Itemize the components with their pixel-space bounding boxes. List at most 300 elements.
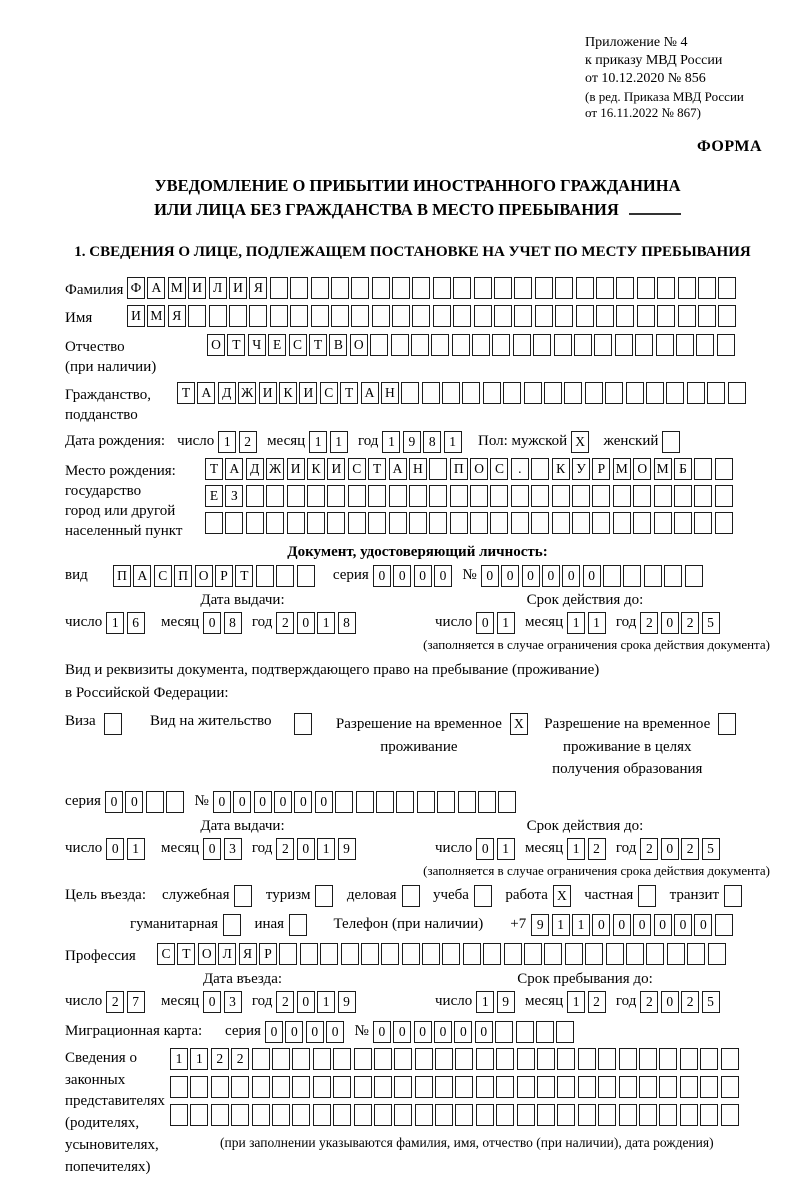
char-cell[interactable]: 0 — [674, 914, 692, 936]
char-cell[interactable]: 1 — [567, 612, 585, 634]
char-cell[interactable] — [535, 305, 553, 327]
char-cell[interactable] — [598, 1104, 616, 1126]
char-cell[interactable]: 2 — [588, 838, 606, 860]
char-cell[interactable]: 2 — [588, 991, 606, 1013]
char-cell[interactable] — [639, 1048, 657, 1070]
char-cell[interactable] — [533, 334, 551, 356]
char-cell[interactable] — [394, 1104, 412, 1126]
char-cell[interactable] — [351, 277, 369, 299]
char-cell[interactable] — [646, 382, 664, 404]
char-cell[interactable] — [656, 334, 674, 356]
char-cell[interactable] — [249, 305, 267, 327]
char-cell[interactable]: Л — [209, 277, 227, 299]
char-cell[interactable] — [537, 1076, 555, 1098]
char-cell[interactable] — [292, 1048, 310, 1070]
char-cell[interactable]: X — [553, 885, 571, 907]
char-cell[interactable]: 9 — [338, 991, 356, 1013]
char-cell[interactable] — [721, 1048, 739, 1070]
char-cell[interactable] — [576, 305, 594, 327]
char-cell[interactable]: X — [510, 713, 528, 735]
char-cell[interactable] — [715, 512, 733, 534]
char-cell[interactable] — [252, 1076, 270, 1098]
char-cell[interactable]: 0 — [481, 565, 499, 587]
char-cell[interactable] — [635, 334, 653, 356]
char-cell[interactable]: 0 — [213, 791, 231, 813]
char-cell[interactable]: 0 — [297, 991, 315, 1013]
char-cell[interactable] — [476, 1076, 494, 1098]
char-cell[interactable] — [708, 943, 726, 965]
char-cell[interactable] — [453, 277, 471, 299]
char-cell[interactable]: О — [470, 458, 488, 480]
char-cell[interactable]: А — [197, 382, 215, 404]
char-cell[interactable] — [555, 277, 573, 299]
char-cell[interactable]: 3 — [224, 991, 242, 1013]
char-cell[interactable]: У — [572, 458, 590, 480]
char-cell[interactable] — [615, 334, 633, 356]
char-cell[interactable] — [557, 1048, 575, 1070]
char-cell[interactable] — [292, 1076, 310, 1098]
char-cell[interactable] — [592, 485, 610, 507]
char-cell[interactable] — [256, 565, 274, 587]
char-cell[interactable] — [490, 512, 508, 534]
char-cell[interactable] — [585, 943, 603, 965]
char-cell[interactable]: А — [225, 458, 243, 480]
char-cell[interactable] — [616, 277, 634, 299]
char-cell[interactable] — [331, 305, 349, 327]
char-cell[interactable] — [674, 512, 692, 534]
char-cell[interactable]: М — [147, 305, 165, 327]
char-cell[interactable]: Е — [268, 334, 286, 356]
char-cell[interactable] — [458, 791, 476, 813]
char-cell[interactable]: 1 — [382, 431, 400, 453]
char-cell[interactable] — [327, 485, 345, 507]
char-cell[interactable] — [370, 334, 388, 356]
char-cell[interactable]: 2 — [640, 838, 658, 860]
char-cell[interactable] — [313, 1104, 331, 1126]
char-cell[interactable]: Ч — [248, 334, 266, 356]
char-cell[interactable] — [495, 1021, 513, 1043]
char-cell[interactable] — [603, 565, 621, 587]
char-cell[interactable] — [415, 1048, 433, 1070]
char-cell[interactable]: И — [259, 382, 277, 404]
char-cell[interactable] — [626, 943, 644, 965]
char-cell[interactable] — [455, 1076, 473, 1098]
char-cell[interactable] — [205, 512, 223, 534]
char-cell[interactable]: 0 — [294, 791, 312, 813]
char-cell[interactable] — [537, 1104, 555, 1126]
char-cell[interactable]: 0 — [661, 838, 679, 860]
char-cell[interactable] — [146, 791, 164, 813]
char-cell[interactable] — [639, 1076, 657, 1098]
char-cell[interactable] — [511, 485, 529, 507]
char-cell[interactable] — [572, 485, 590, 507]
char-cell[interactable] — [619, 1076, 637, 1098]
char-cell[interactable]: 1 — [127, 838, 145, 860]
char-cell[interactable] — [536, 1021, 554, 1043]
char-cell[interactable] — [372, 277, 390, 299]
char-cell[interactable]: 1 — [170, 1048, 188, 1070]
char-cell[interactable] — [279, 943, 297, 965]
char-cell[interactable]: 0 — [297, 612, 315, 634]
char-cell[interactable] — [544, 382, 562, 404]
char-cell[interactable] — [392, 305, 410, 327]
char-cell[interactable]: Т — [368, 458, 386, 480]
char-cell[interactable]: Я — [168, 305, 186, 327]
char-cell[interactable] — [638, 885, 656, 907]
char-cell[interactable]: Т — [177, 943, 195, 965]
char-cell[interactable] — [514, 277, 532, 299]
char-cell[interactable] — [472, 334, 490, 356]
char-cell[interactable] — [381, 943, 399, 965]
char-cell[interactable] — [666, 382, 684, 404]
char-cell[interactable] — [517, 1076, 535, 1098]
char-cell[interactable] — [374, 1048, 392, 1070]
char-cell[interactable] — [490, 485, 508, 507]
char-cell[interactable]: 0 — [694, 914, 712, 936]
char-cell[interactable] — [544, 943, 562, 965]
char-cell[interactable] — [476, 1048, 494, 1070]
char-cell[interactable] — [531, 485, 549, 507]
char-cell[interactable]: Д — [218, 382, 236, 404]
char-cell[interactable] — [452, 334, 470, 356]
char-cell[interactable] — [728, 382, 746, 404]
char-cell[interactable]: И — [327, 458, 345, 480]
char-cell[interactable] — [415, 1076, 433, 1098]
char-cell[interactable]: М — [654, 458, 672, 480]
char-cell[interactable] — [354, 1048, 372, 1070]
char-cell[interactable] — [294, 713, 312, 735]
char-cell[interactable]: П — [174, 565, 192, 587]
char-cell[interactable] — [368, 485, 386, 507]
char-cell[interactable]: И — [188, 277, 206, 299]
char-cell[interactable] — [619, 1048, 637, 1070]
char-cell[interactable] — [429, 485, 447, 507]
char-cell[interactable] — [662, 431, 680, 453]
char-cell[interactable]: 0 — [373, 1021, 391, 1043]
char-cell[interactable] — [496, 1048, 514, 1070]
char-cell[interactable] — [476, 1104, 494, 1126]
char-cell[interactable] — [613, 512, 631, 534]
char-cell[interactable] — [715, 914, 733, 936]
char-cell[interactable] — [616, 305, 634, 327]
char-cell[interactable] — [435, 1104, 453, 1126]
char-cell[interactable]: 9 — [531, 914, 549, 936]
char-cell[interactable] — [450, 485, 468, 507]
char-cell[interactable] — [433, 305, 451, 327]
char-cell[interactable] — [351, 305, 369, 327]
char-cell[interactable]: 9 — [497, 991, 515, 1013]
char-cell[interactable] — [429, 458, 447, 480]
char-cell[interactable] — [272, 1104, 290, 1126]
char-cell[interactable] — [246, 485, 264, 507]
char-cell[interactable] — [535, 277, 553, 299]
char-cell[interactable]: Б — [674, 458, 692, 480]
char-cell[interactable]: З — [225, 485, 243, 507]
char-cell[interactable]: О — [633, 458, 651, 480]
char-cell[interactable]: 2 — [106, 991, 124, 1013]
char-cell[interactable] — [270, 305, 288, 327]
char-cell[interactable]: Ф — [127, 277, 145, 299]
char-cell[interactable] — [223, 914, 241, 936]
char-cell[interactable]: 1 — [317, 838, 335, 860]
char-cell[interactable] — [392, 277, 410, 299]
char-cell[interactable]: И — [299, 382, 317, 404]
char-cell[interactable] — [170, 1104, 188, 1126]
char-cell[interactable] — [394, 1048, 412, 1070]
char-cell[interactable] — [578, 1104, 596, 1126]
char-cell[interactable] — [698, 277, 716, 299]
char-cell[interactable] — [396, 791, 414, 813]
char-cell[interactable] — [613, 485, 631, 507]
char-cell[interactable] — [516, 1021, 534, 1043]
char-cell[interactable]: С — [320, 382, 338, 404]
char-cell[interactable] — [585, 382, 603, 404]
char-cell[interactable]: 0 — [306, 1021, 324, 1043]
char-cell[interactable]: 1 — [106, 612, 124, 634]
char-cell[interactable]: И — [287, 458, 305, 480]
char-cell[interactable]: 0 — [233, 791, 251, 813]
char-cell[interactable] — [313, 1076, 331, 1098]
char-cell[interactable] — [474, 305, 492, 327]
char-cell[interactable]: 0 — [274, 791, 292, 813]
char-cell[interactable] — [687, 382, 705, 404]
char-cell[interactable]: Т — [309, 334, 327, 356]
char-cell[interactable]: 8 — [338, 612, 356, 634]
char-cell[interactable] — [565, 943, 583, 965]
char-cell[interactable] — [474, 277, 492, 299]
char-cell[interactable]: 0 — [203, 838, 221, 860]
char-cell[interactable]: И — [127, 305, 145, 327]
char-cell[interactable] — [412, 277, 430, 299]
char-cell[interactable]: 0 — [373, 565, 391, 587]
char-cell[interactable] — [659, 1104, 677, 1126]
char-cell[interactable] — [503, 382, 521, 404]
char-cell[interactable] — [435, 1048, 453, 1070]
char-cell[interactable]: 2 — [640, 612, 658, 634]
char-cell[interactable] — [707, 382, 725, 404]
char-cell[interactable]: 0 — [265, 1021, 283, 1043]
char-cell[interactable]: . — [511, 458, 529, 480]
char-cell[interactable] — [494, 277, 512, 299]
char-cell[interactable] — [433, 277, 451, 299]
char-cell[interactable] — [290, 277, 308, 299]
char-cell[interactable]: 0 — [106, 838, 124, 860]
char-cell[interactable] — [721, 1076, 739, 1098]
char-cell[interactable]: 2 — [276, 991, 294, 1013]
char-cell[interactable] — [576, 277, 594, 299]
char-cell[interactable] — [104, 713, 122, 735]
char-cell[interactable] — [552, 485, 570, 507]
char-cell[interactable]: 2 — [640, 991, 658, 1013]
char-cell[interactable]: 0 — [393, 1021, 411, 1043]
char-cell[interactable]: 0 — [203, 612, 221, 634]
char-cell[interactable] — [496, 1076, 514, 1098]
char-cell[interactable] — [391, 334, 409, 356]
char-cell[interactable]: Я — [249, 277, 267, 299]
char-cell[interactable]: 2 — [276, 612, 294, 634]
char-cell[interactable] — [511, 512, 529, 534]
char-cell[interactable] — [401, 382, 419, 404]
char-cell[interactable] — [498, 791, 516, 813]
char-cell[interactable]: О — [350, 334, 368, 356]
char-cell[interactable] — [442, 382, 460, 404]
char-cell[interactable] — [422, 382, 440, 404]
char-cell[interactable] — [209, 305, 227, 327]
char-cell[interactable]: 2 — [239, 431, 257, 453]
char-cell[interactable] — [492, 334, 510, 356]
char-cell[interactable] — [572, 512, 590, 534]
char-cell[interactable]: И — [229, 277, 247, 299]
char-cell[interactable] — [409, 485, 427, 507]
char-cell[interactable]: Т — [227, 334, 245, 356]
char-cell[interactable] — [676, 334, 694, 356]
char-cell[interactable] — [455, 1104, 473, 1126]
char-cell[interactable] — [320, 943, 338, 965]
char-cell[interactable] — [483, 382, 501, 404]
char-cell[interactable] — [578, 1048, 596, 1070]
char-cell[interactable]: 0 — [583, 565, 601, 587]
char-cell[interactable] — [348, 512, 366, 534]
char-cell[interactable] — [637, 277, 655, 299]
char-cell[interactable] — [644, 565, 662, 587]
char-cell[interactable]: 0 — [542, 565, 560, 587]
char-cell[interactable]: 0 — [414, 1021, 432, 1043]
char-cell[interactable]: 5 — [702, 612, 720, 634]
char-cell[interactable] — [718, 277, 736, 299]
char-cell[interactable]: О — [195, 565, 213, 587]
char-cell[interactable]: К — [279, 382, 297, 404]
char-cell[interactable] — [276, 565, 294, 587]
char-cell[interactable] — [680, 1048, 698, 1070]
char-cell[interactable] — [307, 485, 325, 507]
char-cell[interactable] — [633, 512, 651, 534]
char-cell[interactable]: 0 — [661, 991, 679, 1013]
char-cell[interactable]: М — [613, 458, 631, 480]
char-cell[interactable]: 0 — [393, 565, 411, 587]
char-cell[interactable] — [623, 565, 641, 587]
char-cell[interactable] — [429, 512, 447, 534]
char-cell[interactable] — [678, 305, 696, 327]
char-cell[interactable] — [514, 305, 532, 327]
char-cell[interactable]: X — [571, 431, 589, 453]
char-cell[interactable] — [270, 277, 288, 299]
char-cell[interactable] — [272, 1076, 290, 1098]
char-cell[interactable]: К — [552, 458, 570, 480]
char-cell[interactable] — [696, 334, 714, 356]
char-cell[interactable]: 9 — [338, 838, 356, 860]
char-cell[interactable]: Л — [218, 943, 236, 965]
char-cell[interactable] — [287, 485, 305, 507]
char-cell[interactable] — [564, 382, 582, 404]
char-cell[interactable] — [266, 485, 284, 507]
char-cell[interactable] — [504, 943, 522, 965]
char-cell[interactable]: В — [329, 334, 347, 356]
char-cell[interactable] — [368, 512, 386, 534]
char-cell[interactable]: 0 — [414, 565, 432, 587]
char-cell[interactable]: С — [157, 943, 175, 965]
char-cell[interactable]: 0 — [613, 914, 631, 936]
char-cell[interactable]: 1 — [497, 838, 515, 860]
char-cell[interactable]: 9 — [403, 431, 421, 453]
char-cell[interactable] — [517, 1104, 535, 1126]
char-cell[interactable] — [372, 305, 390, 327]
char-cell[interactable] — [531, 512, 549, 534]
char-cell[interactable] — [453, 305, 471, 327]
char-cell[interactable]: С — [154, 565, 172, 587]
char-cell[interactable]: 1 — [218, 431, 236, 453]
char-cell[interactable]: 2 — [231, 1048, 249, 1070]
char-cell[interactable] — [667, 943, 685, 965]
char-cell[interactable]: 2 — [681, 991, 699, 1013]
char-cell[interactable] — [598, 1048, 616, 1070]
char-cell[interactable] — [657, 277, 675, 299]
char-cell[interactable] — [715, 485, 733, 507]
char-cell[interactable]: О — [207, 334, 225, 356]
char-cell[interactable] — [394, 1076, 412, 1098]
char-cell[interactable] — [494, 305, 512, 327]
char-cell[interactable]: 1 — [476, 991, 494, 1013]
char-cell[interactable] — [700, 1048, 718, 1070]
char-cell[interactable] — [654, 512, 672, 534]
char-cell[interactable] — [333, 1048, 351, 1070]
char-cell[interactable]: 7 — [127, 991, 145, 1013]
char-cell[interactable] — [272, 1048, 290, 1070]
char-cell[interactable]: 0 — [654, 914, 672, 936]
char-cell[interactable] — [289, 914, 307, 936]
char-cell[interactable] — [190, 1076, 208, 1098]
char-cell[interactable] — [657, 305, 675, 327]
char-cell[interactable]: Р — [259, 943, 277, 965]
char-cell[interactable] — [374, 1104, 392, 1126]
char-cell[interactable] — [680, 1076, 698, 1098]
char-cell[interactable]: 1 — [317, 612, 335, 634]
char-cell[interactable] — [311, 305, 329, 327]
char-cell[interactable] — [557, 1104, 575, 1126]
char-cell[interactable]: А — [133, 565, 151, 587]
char-cell[interactable] — [435, 1076, 453, 1098]
char-cell[interactable] — [409, 512, 427, 534]
char-cell[interactable] — [594, 334, 612, 356]
char-cell[interactable]: 6 — [127, 612, 145, 634]
char-cell[interactable]: 1 — [567, 991, 585, 1013]
char-cell[interactable] — [417, 791, 435, 813]
char-cell[interactable] — [557, 1076, 575, 1098]
char-cell[interactable] — [292, 1104, 310, 1126]
char-cell[interactable] — [555, 305, 573, 327]
char-cell[interactable] — [659, 1048, 677, 1070]
char-cell[interactable] — [654, 485, 672, 507]
char-cell[interactable] — [474, 885, 492, 907]
char-cell[interactable] — [389, 485, 407, 507]
char-cell[interactable] — [531, 458, 549, 480]
char-cell[interactable] — [496, 1104, 514, 1126]
char-cell[interactable] — [211, 1104, 229, 1126]
char-cell[interactable] — [574, 334, 592, 356]
char-cell[interactable] — [422, 943, 440, 965]
char-cell[interactable]: 2 — [211, 1048, 229, 1070]
char-cell[interactable]: 1 — [588, 612, 606, 634]
char-cell[interactable] — [313, 1048, 331, 1070]
char-cell[interactable] — [687, 943, 705, 965]
char-cell[interactable]: П — [450, 458, 468, 480]
char-cell[interactable] — [252, 1048, 270, 1070]
char-cell[interactable] — [455, 1048, 473, 1070]
char-cell[interactable]: 0 — [203, 991, 221, 1013]
char-cell[interactable]: 0 — [434, 1021, 452, 1043]
char-cell[interactable] — [694, 458, 712, 480]
char-cell[interactable]: Т — [340, 382, 358, 404]
char-cell[interactable] — [231, 1076, 249, 1098]
